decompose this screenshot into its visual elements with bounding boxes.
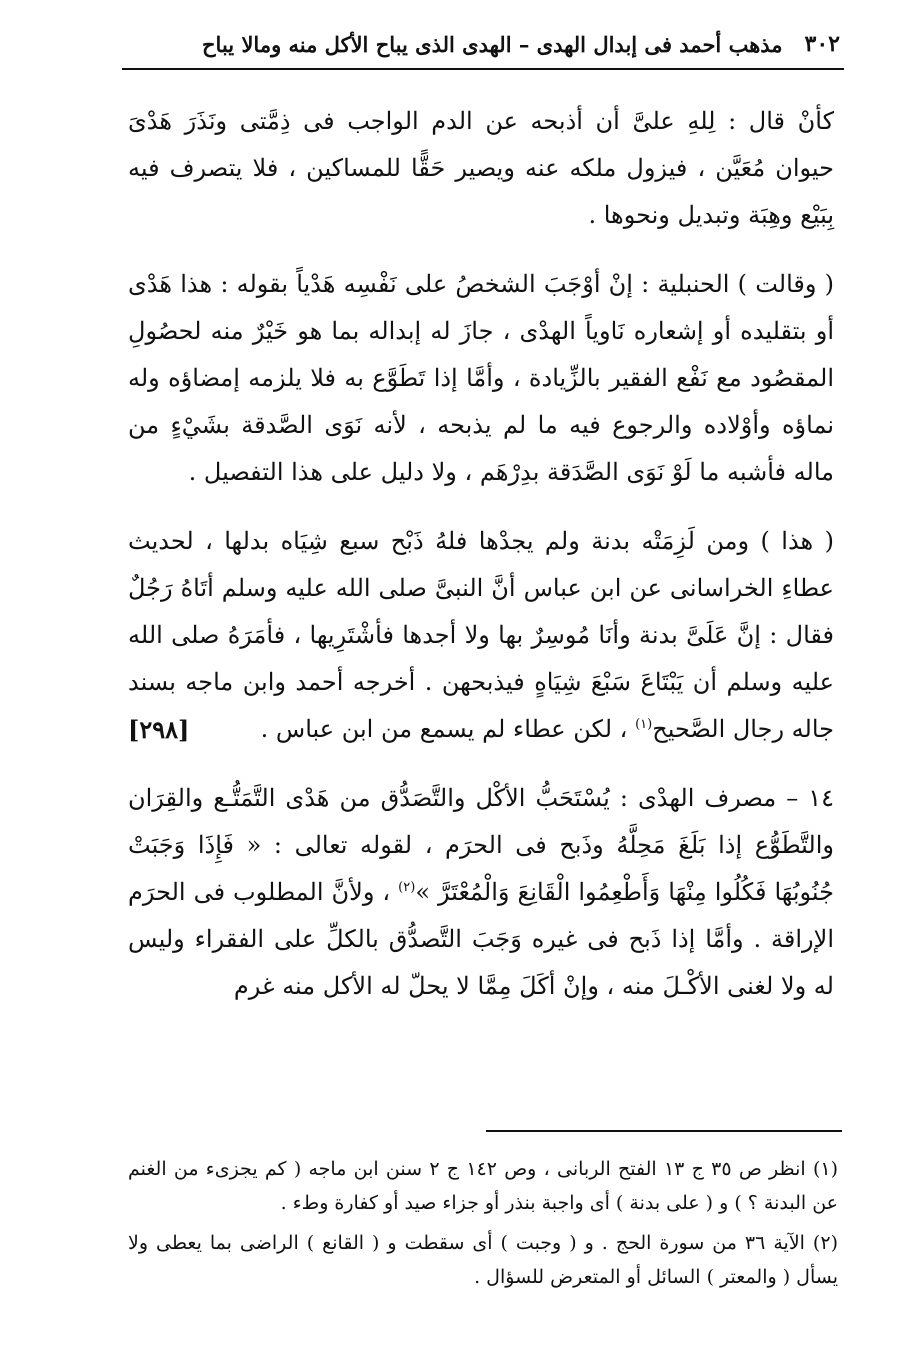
header-rule <box>122 68 844 70</box>
footnote-2: (٢) الآية ٣٦ من سورة الحج . و ( وجبت ) أى سقطت و ( القانع ) الراضى بما يعطى ولا يسأل ( والمعتر ) السائل أو المتعرض للسؤال . <box>128 1232 838 1288</box>
paragraph-1: كأنْ قال : لِلهِ علىَّ أن أذبحه عن الدم الواجب فى ذِمَّتى ونَذَرَ هَدْىَ حيوان مُعَيَّن ، فيزول ملكه عنه ويصير حَقًّا للمساكين ، فلا يتصرف فيه بِبَيْع وهِبَة وتبديل ونحوها . <box>128 107 834 229</box>
paragraph-3-tail: ، لكن عطاء لم يسمع من ابن عباس . <box>260 715 628 743</box>
paragraph-3-text: ( هذا ) ومن لَزِمَتْه بدنة ولم يجدْها فلهُ ذَبْح سبع شِيَاه بدلها ، لحديث عطاءِ الخراسانى عن ابن عباس أنَّ النبىَّ صلى الله عليه وسلم أتَاهُ رَجُلٌ فقال : إنَّ عَلَىَّ بدنة وأنَا مُوسِرٌ بها ولا أجدها فأشْتَرِيها ، فأمَرَهُ صلى الله عليه وسلم أن يَبْتَاعَ سَبْعَ شِيَاهٍ فيذبحهن . أخرجه أحمد وابن ماجه بسند جاله رجال الصَّحيح <box>128 527 835 743</box>
paragraph-4-tail: ، ولأنَّ المطلوب فى الحرَم الإراقة . وأمَّا إذا ذَبح فى غيره وَجَبَ التَّصدُّق بالكلِّ على الفقراء وليس له ولا لغنى الأكْـلَ منه ، وإنْ أكَلَ مِمَّا لا يحلّ له الأكل منه غرم <box>128 878 834 1000</box>
footnote-marker-2: (٢) <box>398 880 416 895</box>
paragraph-2: ( وقالت ) الحنبلية : إنْ أوْجَبَ الشخصُ على نَفْسِه هَدْياً بقوله : هذا هَدْى أو بتقليده أو إشعاره نَاوياً الهدْى ، جازَ له إبداله بما هو خَيْرٌ منه لحصُولِ المقصُود مع نَفْع الفقير بالزِّيادة ، وأمَّا إذا تَطَوَّع به فلا يلزمه إمضاؤه وله نماؤه وأوْلاده والرجوع فيه ما لم يذبحه ، لأنه نَوَى الصَّدقة بشَيْءٍ من ماله فأشبه ما لَوْ نَوَى الصَّدَقة بدِرْهَم ، ولا دليل على هذا التفصيل . <box>128 270 834 486</box>
footnote-marker-1: (١) <box>635 717 653 732</box>
running-head-title: مذهب أحمد فى إبدال الهدى – الهدى الذى يباح الأكل منه ومالا يباح <box>202 31 783 57</box>
running-head <box>120 22 840 66</box>
paragraph-3 <box>128 518 834 753</box>
paragraph-4-text: ١٤ – مصرف الهدْى : يُسْتَحَبُّ الأكْل والتَّصَدُّق من هَدْى التَّمَتُّـع والقِرَان والتَّطَوُّع إذا بَلَغَ مَحِلَّهُ وذَبح فى الحرَم ، لقوله تعالى : « فَإِذَا وَجَبَتْ جُنُوبُهَا فَكُلُوا مِنْهَا وَأَطْعِمُوا الْقَانِعَ وَالْمُعْتَرَّ » <box>128 784 834 906</box>
main-text <box>128 98 834 1010</box>
paragraph-4 <box>128 775 834 1010</box>
page-number: ٣٠٢ <box>804 31 840 57</box>
footnote-1: (١) انظر ص ٣٥ ج ١٣ الفتح الربانى ، وص ١٤٢ ج ٢ سنن ابن ماجه ( كم يجزىء من الغنم عن البدنة ؟ ) و ( على بدنة ) أى واجبة بنذر أو جزاء صيد أو كفارة وطء . <box>128 1158 838 1214</box>
footnotes <box>128 1152 838 1300</box>
hadith-number: [٢٩٨] <box>128 715 190 744</box>
footnote-rule <box>486 1130 842 1132</box>
